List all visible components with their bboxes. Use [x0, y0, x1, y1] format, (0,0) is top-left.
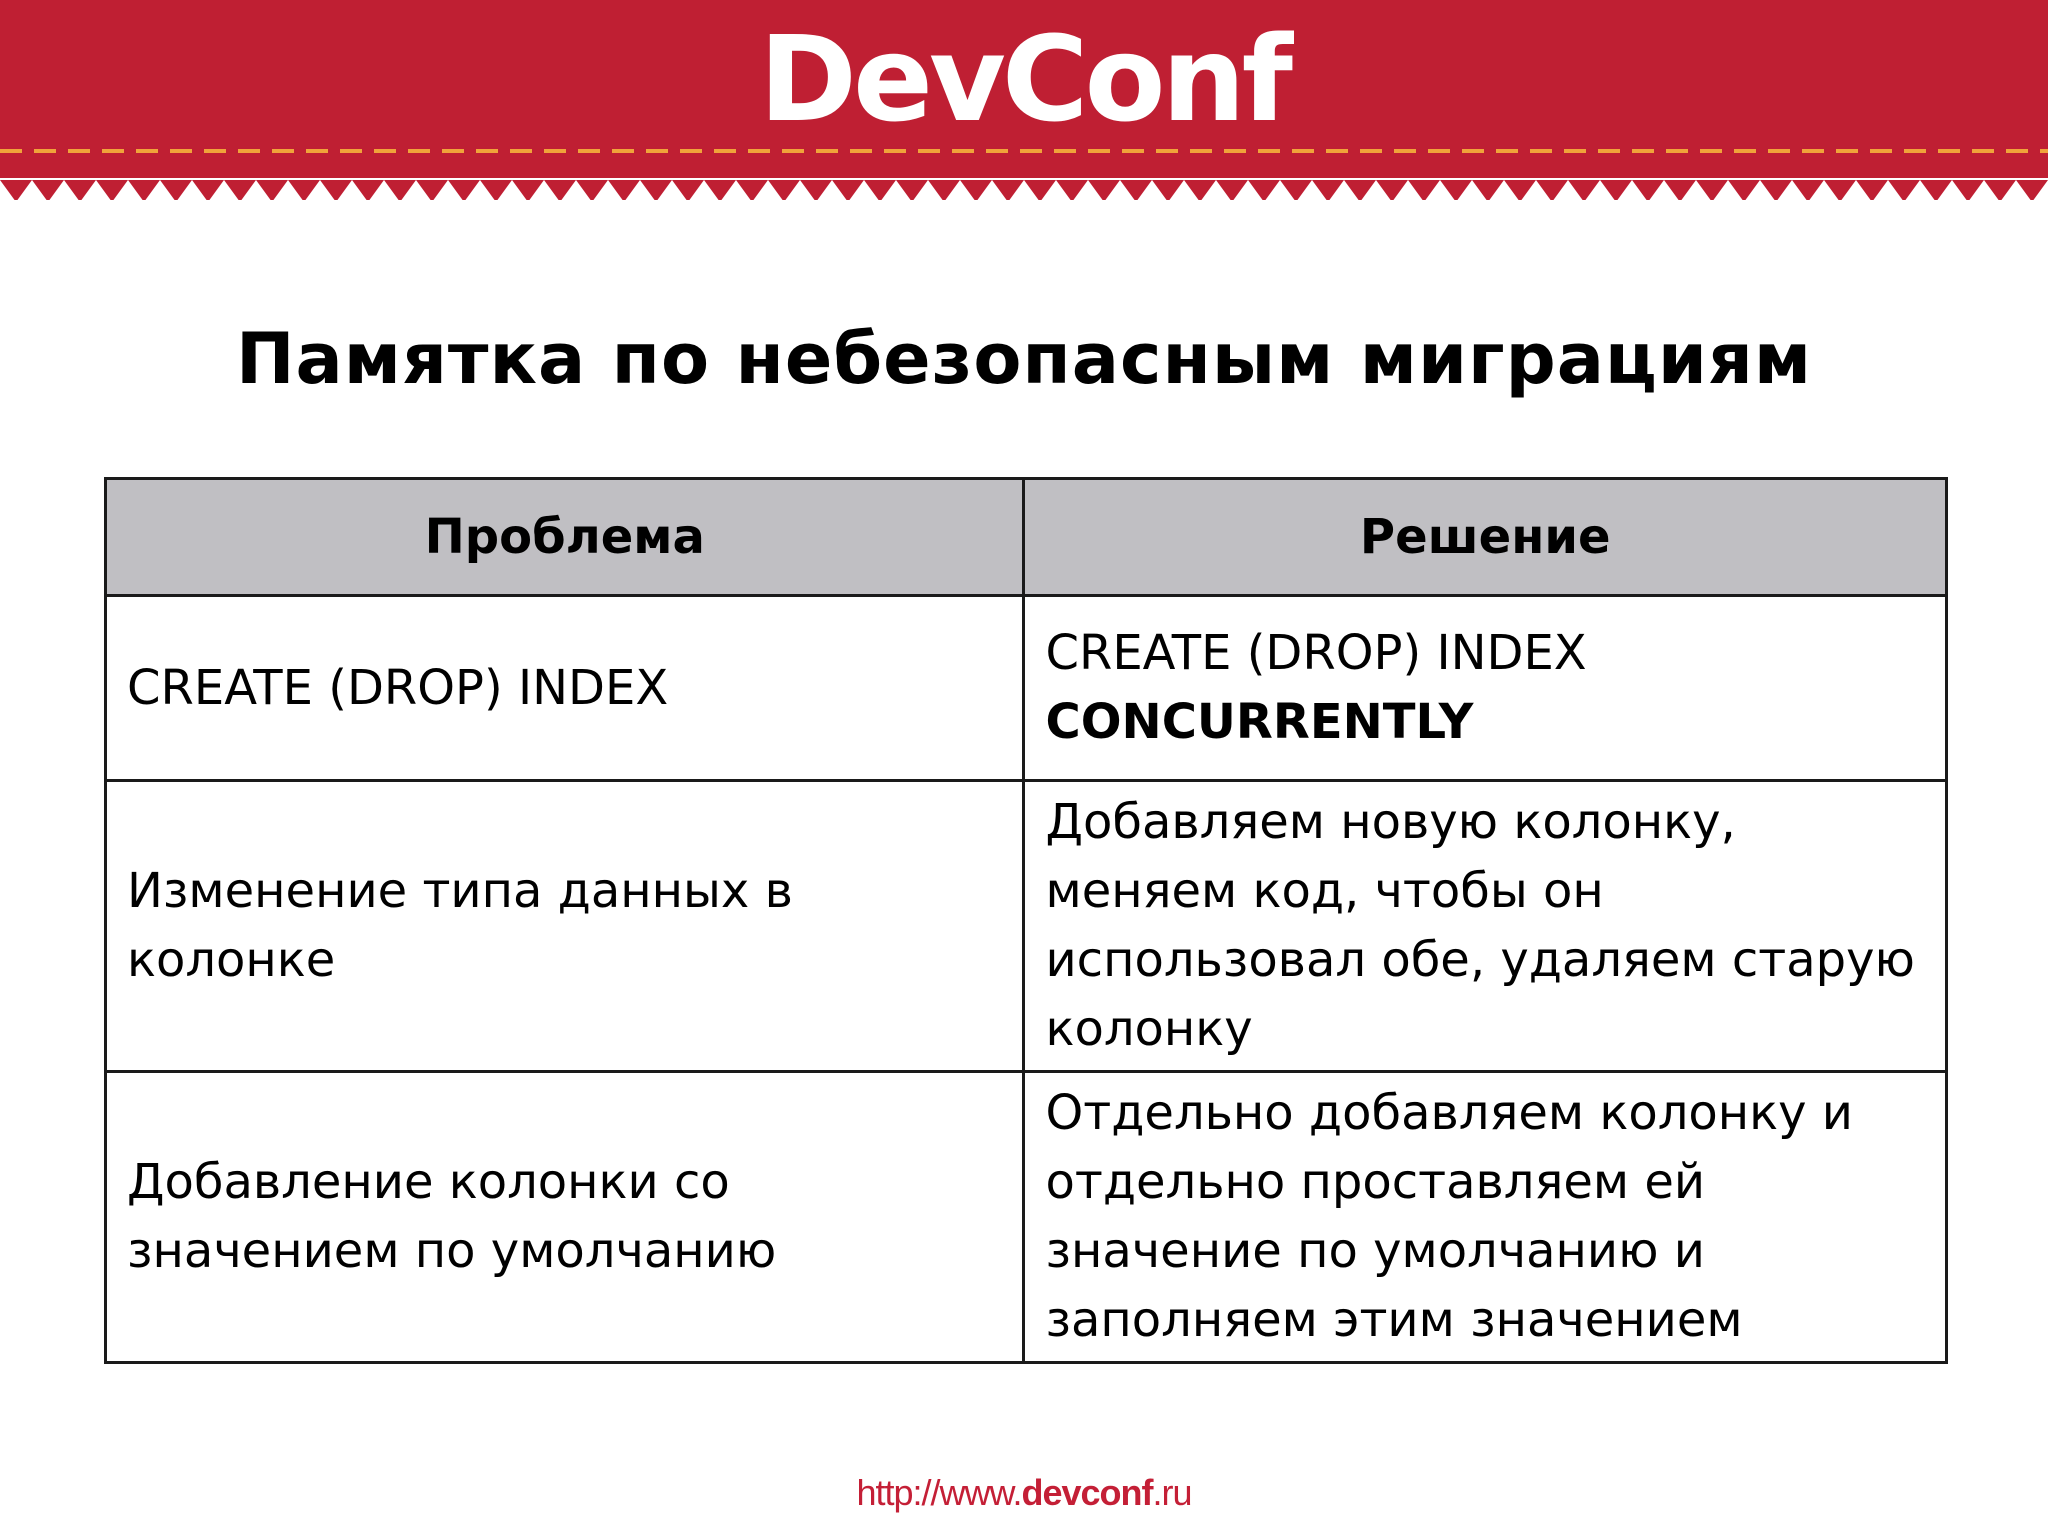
- cell-solution: [1024, 596, 1947, 781]
- cell-solution: [1024, 781, 1947, 1072]
- solution-text: CREATE (DROP) INDEX: [1045, 625, 1587, 681]
- table-row: [106, 1072, 1947, 1363]
- footer-url-domain: devconf: [1021, 1472, 1153, 1513]
- devconf-logo: [0, 0, 2048, 150]
- footer-url[interactable]: [0, 1472, 2048, 1514]
- header-problem: Проблема: [106, 479, 1024, 596]
- banner-zigzag-edge: [0, 178, 2048, 200]
- table-row: [106, 596, 1947, 781]
- problem-text: Добавление колонки со значением по умолчанию: [127, 1154, 777, 1279]
- footer-url-prefix: http://www.: [856, 1472, 1022, 1513]
- problem-text: Изменение типа данных в колонке: [127, 863, 793, 988]
- cell-problem: [106, 781, 1024, 1072]
- solution-bold-text: CONCURRENTLY: [1045, 694, 1474, 750]
- cell-problem: [106, 1072, 1024, 1363]
- page-title: Памятка по небезопасным миграциям: [235, 318, 1813, 400]
- header-solution: Решение: [1024, 479, 1947, 596]
- solution-text: Добавляем новую колонку, меняем код, чтобы он использовал обе, удаляем старую колонку: [1045, 794, 1915, 1057]
- cell-solution: [1024, 1072, 1947, 1363]
- solution-text: Отдельно добавляем колонку и отдельно проставляем ей значение по умолчанию и заполняем этим значением: [1045, 1085, 1853, 1348]
- table-row: [106, 781, 1947, 1072]
- table-header-row: [106, 479, 1947, 596]
- migrations-table: [104, 477, 1948, 1364]
- footer-url-suffix: .ru: [1152, 1472, 1192, 1513]
- problem-text: CREATE (DROP) INDEX: [127, 659, 669, 716]
- logo-text: DevConf: [759, 10, 1289, 148]
- cell-problem: [106, 596, 1024, 781]
